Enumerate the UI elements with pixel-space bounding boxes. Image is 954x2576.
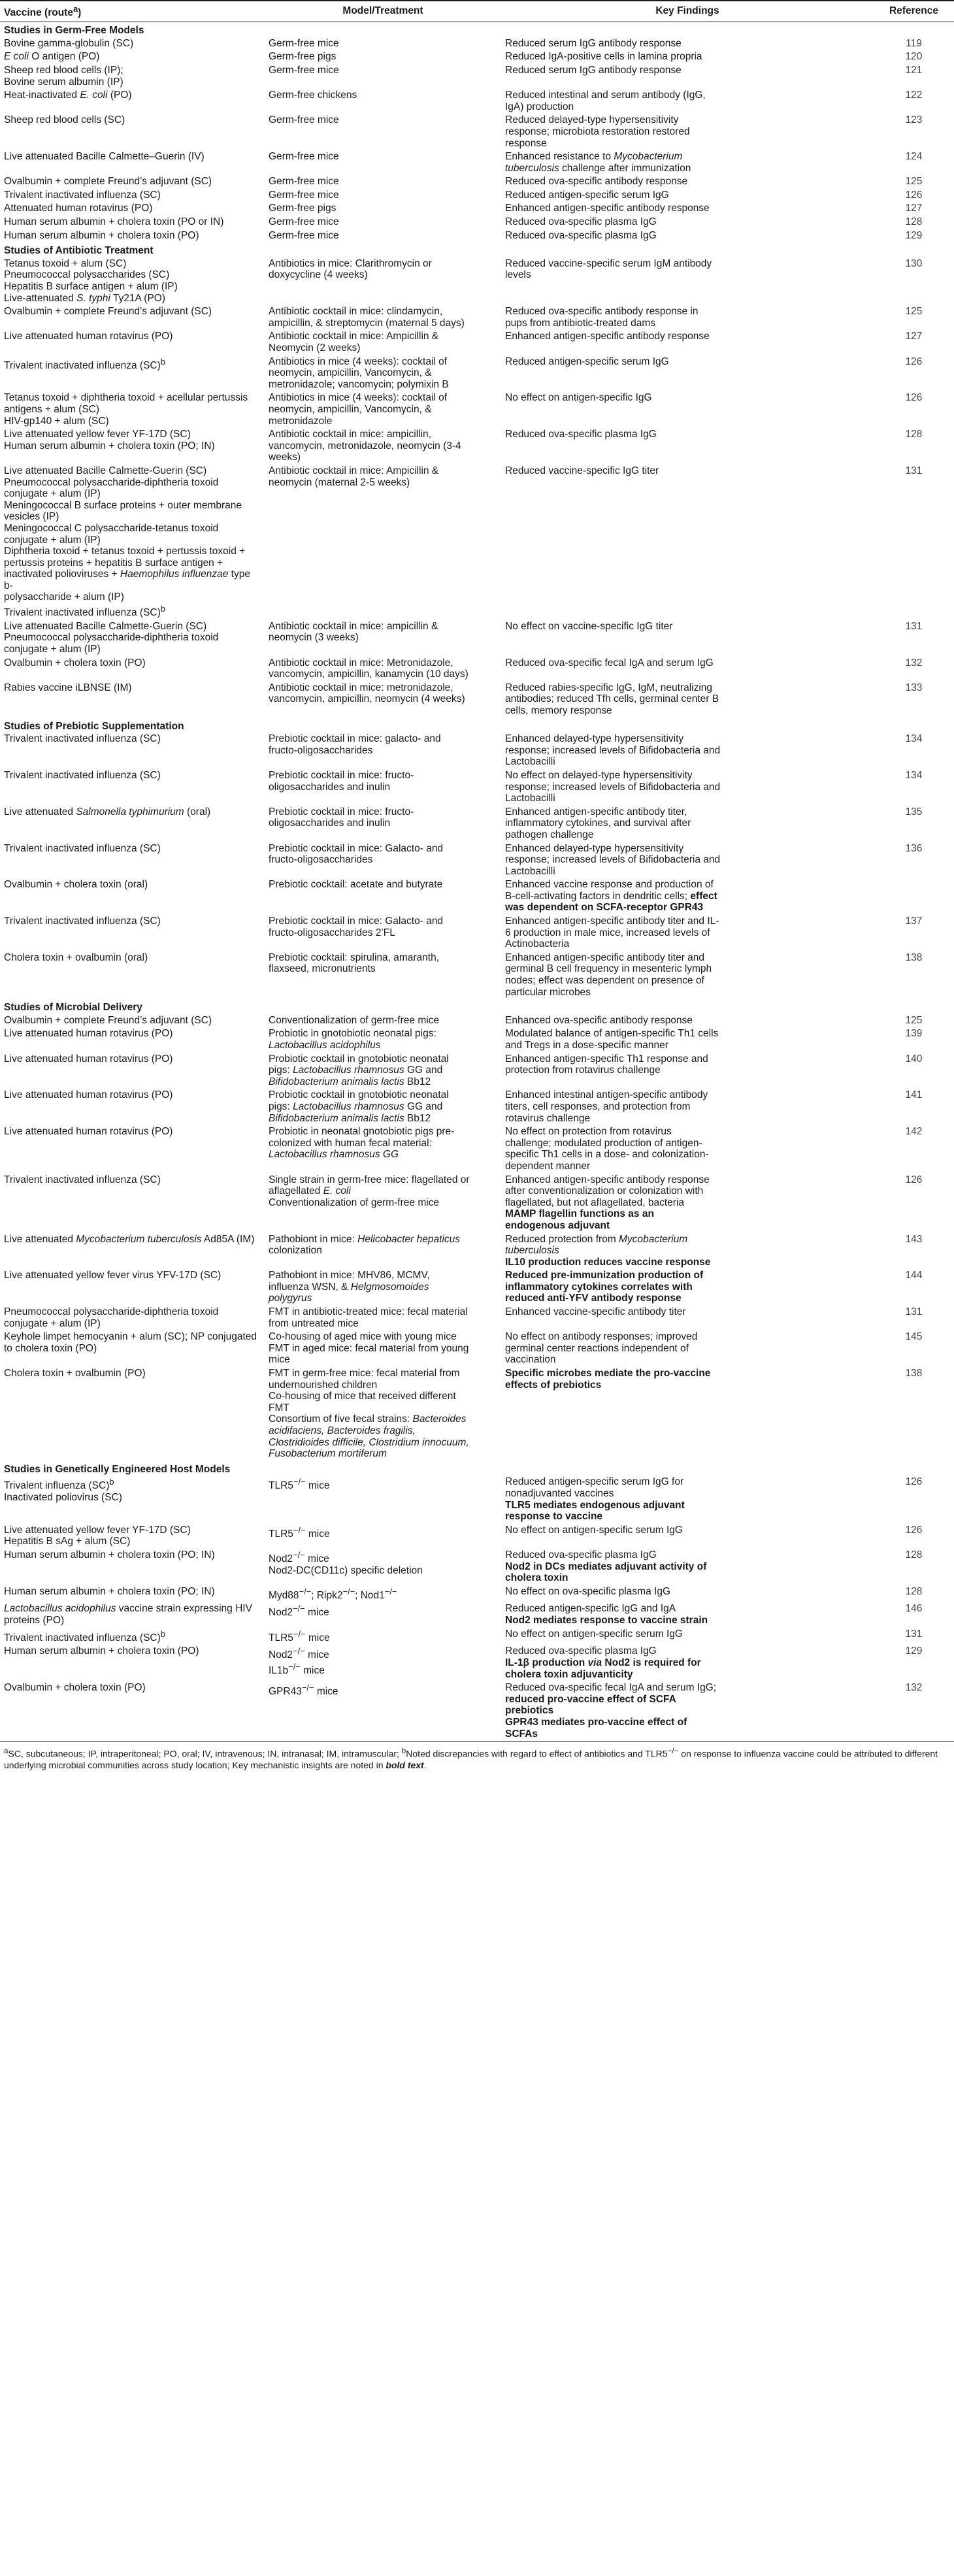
key-findings-cell: Enhanced antigen-specific antibody titer and germinal B cell frequency in mesenteric lymph nodes; effect was dependent on presence of particular microbes bbox=[505, 951, 712, 998]
model-treatment-cell: Conventionalization of germ-free mice bbox=[269, 1014, 440, 1026]
key-findings-cell: Reduced pre-immunization production of inflammatory cytokines correlates with reduced anti-YFV antibody response bbox=[505, 1270, 704, 1304]
reference-cell: 125 bbox=[905, 306, 923, 318]
table-row bbox=[0, 64, 954, 89]
table-row bbox=[0, 257, 954, 305]
key-findings-cell: Reduced ova-specific fecal IgA and serum IgG; reduced pro-vaccine effect of SCFA prebiotics GPR43 mediates pro-vaccine effect of SCFAs bbox=[501, 1681, 874, 1741]
model-treatment-cell: Probiotic in gnotobiotic neonatal pigs: Lactobacillus acidophilus bbox=[269, 1028, 436, 1051]
table-row bbox=[0, 465, 954, 620]
vaccine-cell: Trivalent inactivated influenza (SC) bbox=[4, 733, 161, 745]
vaccine-cell: Human serum albumin + cholera toxin (PO) bbox=[4, 229, 199, 241]
vaccine-cell: Ovalbumin + cholera toxin (oral) bbox=[4, 879, 148, 891]
vaccine-cell: Trivalent inactivated influenza (SC) bbox=[4, 769, 161, 781]
reference-cell: 131 bbox=[905, 465, 923, 476]
key-findings-cell: Reduced antigen-specific IgG and IgA Nod2 mediates response to vaccine strain bbox=[505, 1603, 708, 1627]
table-row bbox=[0, 37, 954, 51]
key-findings-cell: Specific microbes mediate the pro-vaccine effects of prebiotics bbox=[505, 1368, 711, 1391]
model-treatment-cell: Prebiotic cocktail in mice: galacto- and fructo-oligosaccharides bbox=[269, 733, 441, 756]
model-treatment-cell: Nod2−/− mice bbox=[269, 1604, 329, 1619]
model-treatment-cell: Single strain in germ-free mice: flagellated or aflagellated E. coli Conventionalization of germ-free mice bbox=[269, 1174, 470, 1208]
key-findings-cell: Reduced ova-specific plasma IgG bbox=[505, 429, 657, 440]
table-row bbox=[0, 175, 954, 189]
section-header-row bbox=[0, 718, 954, 733]
vaccine-cell: Live attenuated Mycobacterium tuberculosis Ad85A (IM) bbox=[4, 1233, 255, 1245]
vaccine-cell: Trivalent inactivated influenza (SC)$^b$ bbox=[4, 356, 165, 371]
table-row bbox=[0, 150, 954, 175]
reference-cell: 127 bbox=[905, 331, 923, 342]
table-row bbox=[0, 1089, 954, 1125]
key-findings-cell: No effect on delayed-type hypersensitivity response; increased levels of Bifidobacteria and Lactobacilli bbox=[505, 769, 721, 804]
vaccine-cell: Live attenuated yellow fever YF-17D (SC) Human serum albumin + cholera toxin (PO; IN) bbox=[4, 429, 215, 452]
vaccine-cell: Attenuated human rotavirus (PO) bbox=[4, 203, 153, 214]
key-findings-cell: Reduced intestinal and serum antibody (IgG, IgA) production bbox=[505, 90, 706, 112]
key-findings-cell: Enhanced resistance to Mycobacterium tuberculosis challenge after immunization bbox=[505, 151, 691, 174]
vaccine-cell: Ovalbumin + complete Freund’s adjuvant (SC) bbox=[4, 306, 212, 318]
model-treatment-cell: Germ-free mice bbox=[269, 229, 339, 241]
vaccine-cell: Bovine gamma-globulin (SC) bbox=[4, 37, 134, 49]
reference-cell: 133 bbox=[905, 682, 923, 693]
reference-cell: 125 bbox=[905, 1014, 923, 1026]
key-findings-cell: No effect on antibody responses; improved germinal center reactions independent of vaccination bbox=[505, 1331, 698, 1366]
table-row bbox=[0, 1027, 954, 1052]
reference-cell: 146 bbox=[905, 1603, 923, 1615]
vaccine-cell: Trivalent inactivated influenza (SC)$^b$ bbox=[4, 1628, 165, 1643]
reference-cell: 142 bbox=[905, 1126, 923, 1138]
model-treatment-cell: Probiotic cocktail in gnotobiotic neonatal pigs: Lactobacillus rhamnosus GG and Bifidobacterium animalis lactis Bb12 bbox=[269, 1089, 449, 1124]
table-row bbox=[0, 1585, 954, 1603]
reference-cell: 129 bbox=[905, 229, 923, 241]
reference-cell: 135 bbox=[905, 806, 923, 817]
vaccine-cell: Human serum albumin + cholera toxin (PO or IN) bbox=[4, 216, 224, 228]
model-treatment-cell: Prebiotic cocktail: spirulina, amaranth, flaxseed, micronutrients bbox=[269, 951, 440, 975]
key-findings-cell: No effect on vaccine-specific IgG titer bbox=[505, 620, 673, 632]
model-treatment-cell: Pathobiont in mice: Helicobacter hepaticus colonization bbox=[269, 1233, 460, 1257]
table-row bbox=[0, 1367, 954, 1461]
table-row bbox=[0, 951, 954, 999]
vaccine-cell: Trivalent inactivated influenza (SC) bbox=[4, 842, 161, 854]
reference-cell: 132 bbox=[874, 1681, 954, 1741]
vaccine-cell: Sheep red blood cells (IP); Bovine serum albumin (IP) bbox=[4, 64, 123, 88]
reference-cell: 139 bbox=[905, 1028, 923, 1040]
table-row bbox=[0, 842, 954, 879]
model-treatment-cell: Nod2−/− mice Nod2-DC(CD11c) specific deletion bbox=[269, 1549, 423, 1576]
model-treatment-cell: Antibiotic cocktail in mice: ampicillin & neomycin (3 weeks) bbox=[269, 620, 438, 644]
vaccine-cell: Trivalent inactivated influenza (SC) bbox=[4, 916, 161, 927]
key-findings-cell: Reduced antigen-specific serum IgG bbox=[505, 189, 669, 201]
table-row bbox=[0, 189, 954, 203]
model-treatment-cell: FMT in germ-free mice: fecal material from undernourished children Co-housing of mice that received different FMT Consortium of five fecal strains: Bacteroides acidifaciens, Bacteroides fragilis, Clostridioides difficile, Clostridium innocuum, Fusobacterium mortiferum bbox=[269, 1368, 469, 1460]
vaccine-cell: Ovalbumin + cholera toxin (PO) bbox=[4, 657, 146, 669]
vaccine-cell: Live attenuated Salmonella typhimurium (oral) bbox=[4, 806, 211, 817]
vaccine-cell: Tetanus toxoid + diphtheria toxoid + acellular pertussis antigens + alum (SC) HIV-gp140 + alum (SC) bbox=[4, 392, 248, 427]
table-row bbox=[0, 1053, 954, 1089]
vaccine-cell: Live attenuated human rotavirus (PO) bbox=[4, 331, 173, 342]
key-findings-cell: No effect on antigen-specific IgG bbox=[505, 392, 652, 404]
model-treatment-cell: Pathobiont in mice: MHV86, MCMV, influenza WSN, & Helgmosomoides polygyrus bbox=[269, 1270, 430, 1304]
table-row bbox=[0, 1524, 954, 1549]
table-row bbox=[0, 1549, 954, 1585]
table-row bbox=[0, 1602, 954, 1627]
table-row bbox=[0, 428, 954, 465]
vaccine-cell: Human serum albumin + cholera toxin (PO; IN) bbox=[4, 1585, 215, 1597]
table-row bbox=[0, 1681, 954, 1741]
vaccine-cell: Pneumococcal polysaccharide-diphtheria toxoid conjugate + alum (IP) bbox=[4, 1306, 219, 1329]
key-findings-cell: Modulated balance of antigen-specific Th1 cells and Tregs in a dose-specific manner bbox=[505, 1028, 719, 1051]
table-row bbox=[0, 330, 954, 355]
key-findings-cell: Reduced IgA-positive cells in lamina propria bbox=[505, 51, 702, 63]
table-row bbox=[0, 305, 954, 330]
key-findings-cell: No effect on ova-specific plasma IgG bbox=[505, 1585, 671, 1597]
reference-cell: 126 bbox=[905, 1476, 923, 1488]
vaccine-cell: Live attenuated human rotavirus (PO) bbox=[4, 1126, 173, 1138]
vaccine-cell: Live attenuated Bacille Calmette-Guerin (SC) Pneumococcal polysaccharide-diphtheria toxoid conjugate + alum (IP) Meningococcal B surface proteins + outer membrane vesicles (IP) Meningococcal C polysaccharide-tetanus toxoid conjugate + alum (IP) Diphtheria toxoid + tetanus toxoid + pertussis toxoid + pertussis proteins + hepatitis B surface antigen + inactivated polioviruses + Haemophilus influenzae type b- polysaccharide + alum (IP) Trivalent inactivated influenza (SC)$^b$ bbox=[4, 465, 250, 619]
table-row bbox=[0, 1014, 954, 1028]
reference-cell: 123 bbox=[905, 114, 923, 126]
model-treatment-cell: Probiotic cocktail in gnotobiotic neonatal pigs: Lactobacillus rhamnosus GG and Bifidobacterium animalis lactis Bb12 bbox=[269, 1053, 449, 1087]
model-treatment-cell: TLR5−/− mice bbox=[269, 1628, 330, 1643]
section-header-row bbox=[0, 1461, 954, 1476]
vaccine-cell: Live attenuated human rotavirus (PO) bbox=[4, 1053, 173, 1065]
model-treatment-cell: Germ-free mice bbox=[269, 37, 339, 49]
reference-cell: 130 bbox=[905, 257, 923, 269]
header-model-treatment: Model/Treatment bbox=[265, 1, 501, 22]
model-treatment-cell: Nod2−/− mice IL1b−/− mice bbox=[269, 1646, 329, 1677]
key-findings-cell: Reduced antigen-specific serum IgG for nonadjuvanted vaccines TLR5 mediates endogenous adjuvant response to vaccine bbox=[505, 1476, 685, 1523]
key-findings-cell: Enhanced antigen-specific antibody titer and IL- 6 production in male mice, increased levels of Actinobacteria bbox=[505, 916, 719, 950]
model-treatment-cell: Prebiotic cocktail in mice: Galacto- and fructo-oligosaccharides 2’FL bbox=[269, 916, 444, 938]
reference-cell bbox=[874, 878, 954, 915]
table-row bbox=[0, 50, 954, 64]
section-header-row bbox=[0, 242, 954, 257]
model-treatment-cell: Germ-free mice bbox=[269, 216, 339, 228]
header-key-findings: Key Findings bbox=[501, 1, 874, 22]
table-row bbox=[0, 202, 954, 216]
table-row bbox=[0, 1174, 954, 1233]
model-treatment-cell: Probiotic in neonatal gnotobiotic pigs pre- colonized with human fecal material: Lactobacillus rhamnosus GG bbox=[269, 1126, 455, 1161]
section-header-row bbox=[0, 999, 954, 1014]
section-header-row bbox=[0, 22, 954, 37]
table-row bbox=[0, 657, 954, 682]
header-vaccine: Vaccine (route$^a$) bbox=[0, 1, 265, 22]
reference-cell: 143 bbox=[905, 1233, 923, 1245]
vaccine-cell: Live attenuated yellow fever virus YFV-17D (SC) bbox=[4, 1270, 222, 1281]
reference-cell: 137 bbox=[905, 916, 923, 927]
table-row bbox=[0, 769, 954, 806]
vaccine-cell: Trivalent inactivated influenza (SC) bbox=[4, 1174, 161, 1185]
vaccine-cell: Live attenuated human rotavirus (PO) bbox=[4, 1089, 173, 1101]
table-row bbox=[0, 1269, 954, 1306]
model-treatment-cell: TLR5−/− mice bbox=[269, 1477, 330, 1492]
vaccine-cell: Human serum albumin + cholera toxin (PO; IN) bbox=[4, 1549, 215, 1560]
key-findings-cell: Reduced delayed-type hypersensitivity response; microbiota restoration restored response bbox=[505, 114, 690, 149]
reference-cell: 124 bbox=[905, 151, 923, 163]
reference-cell: 126 bbox=[905, 1524, 923, 1536]
table-row bbox=[0, 1233, 954, 1270]
reference-cell: 134 bbox=[905, 769, 923, 781]
key-findings-cell: Reduced ova-specific plasma IgG bbox=[505, 216, 657, 228]
key-findings-cell: Enhanced vaccine response and production of B-cell-activating factors in dendritic cells; effect was dependent on SCFA-receptor GPR43 bbox=[505, 879, 717, 914]
key-findings-cell: No effect on protection from rotavirus challenge; modulated production of antigen- specific Th1 cells in a dose- and colonization- dependent manner bbox=[505, 1126, 709, 1172]
table-row bbox=[0, 878, 954, 915]
vaccine-cell: Lactobacillus acidophilus vaccine strain expressing HIV proteins (PO) bbox=[4, 1603, 252, 1627]
model-treatment-cell: Antibiotics in mice (4 weeks): cocktail of neomycin, ampicillin, Vancomycin, & metronidazole bbox=[269, 392, 448, 427]
section-title: Studies of Microbial Delivery bbox=[4, 1002, 142, 1014]
vaccine-cell: Live attenuated Bacille Calmette-Guerin (SC) Pneumococcal polysaccharide-diphtheria toxoid conjugate + alum (IP) bbox=[4, 620, 219, 655]
key-findings-cell: Reduced vaccine-specific serum IgM antibody levels bbox=[505, 257, 712, 281]
key-findings-cell: Enhanced antigen-specific antibody response bbox=[505, 331, 710, 342]
model-treatment-cell: Prebiotic cocktail in mice: Galacto- and fructo-oligosaccharides bbox=[269, 842, 444, 866]
table-row bbox=[0, 355, 954, 392]
model-treatment-cell: Germ-free mice bbox=[269, 189, 339, 201]
reference-cell: 119 bbox=[906, 37, 922, 49]
key-findings-cell: Enhanced antigen-specific antibody titer, inflammatory cytokines, and survival after pathogen challenge bbox=[505, 806, 691, 840]
model-treatment-cell: Germ-free pigs bbox=[269, 51, 337, 63]
model-treatment-cell: Co-housing of aged mice with young mice FMT in aged mice: fecal material from young mice bbox=[269, 1331, 469, 1366]
vaccine-cell: Ovalbumin + complete Freund’s adjuvant (SC) bbox=[4, 1014, 212, 1026]
vaccine-cell: Live attenuated human rotavirus (PO) bbox=[4, 1028, 173, 1040]
table-row bbox=[0, 1645, 954, 1681]
table-row bbox=[0, 1628, 954, 1645]
key-findings-cell: Reduced ova-specific plasma IgG Nod2 in DCs mediates adjuvant activity of cholera toxin bbox=[505, 1549, 707, 1584]
vaccine-cell: Trivalent inactivated influenza (SC) bbox=[4, 189, 161, 201]
key-findings-cell: No effect on antigen-specific serum IgG bbox=[505, 1524, 683, 1536]
vaccine-cell: Cholera toxin + ovalbumin (PO) bbox=[4, 1368, 146, 1379]
table-row bbox=[0, 682, 954, 718]
table-row bbox=[0, 806, 954, 842]
model-treatment-cell: Germ-free pigs bbox=[269, 203, 337, 214]
model-treatment-cell: Antibiotic cocktail in mice: ampicillin, vancomycin, metronidazole, neomycin (3-4 weeks) bbox=[269, 429, 461, 463]
table-row bbox=[0, 1330, 954, 1367]
model-treatment-cell: TLR5−/− mice bbox=[269, 1525, 330, 1540]
vaccine-cell: Ovalbumin + complete Freund’s adjuvant (SC) bbox=[4, 176, 212, 188]
model-treatment-cell: Antibiotics in mice (4 weeks): cocktail of neomycin, ampicillin, Vancomycin, & metronidazole; vancomycin; polymixin B bbox=[269, 355, 449, 390]
reference-cell: 127 bbox=[905, 203, 923, 214]
key-findings-cell: Enhanced vaccine-specific antibody titer bbox=[505, 1306, 686, 1318]
key-findings-cell: Enhanced antigen-specific antibody response after conventionalization or colonization with flagellated, but not aflagellated, bacteria MAMP flagellin functions as an endogenous adjuvant bbox=[505, 1174, 710, 1231]
table-row bbox=[0, 1125, 954, 1173]
model-treatment-cell: Antibiotic cocktail in mice: metronidazole, vancomycin, ampicillin, neomycin (4 weeks) bbox=[269, 682, 465, 705]
section-title: Studies in Germ-Free Models bbox=[4, 25, 144, 37]
model-treatment-cell: Germ-free mice bbox=[269, 151, 339, 163]
vaccine-cell: Ovalbumin + cholera toxin (PO) bbox=[0, 1681, 265, 1741]
reference-cell: 126 bbox=[905, 355, 923, 367]
model-treatment-cell: Germ-free chickens bbox=[269, 90, 357, 101]
reference-cell: 131 bbox=[905, 1306, 923, 1318]
key-findings-cell: Reduced ova-specific fecal IgA and serum IgG bbox=[505, 657, 714, 669]
reference-cell: 138 bbox=[905, 951, 923, 963]
vaccine-cell: Rabies vaccine iLBNSE (IM) bbox=[4, 682, 132, 693]
table-row bbox=[0, 1306, 954, 1330]
model-treatment-cell: Antibiotics in mice: Clarithromycin or doxycycline (4 weeks) bbox=[269, 257, 432, 281]
reference-cell: 134 bbox=[905, 733, 923, 745]
reference-cell: 126 bbox=[905, 392, 923, 404]
key-findings-cell: Reduced serum IgG antibody response bbox=[505, 64, 682, 76]
reference-cell: 141 bbox=[905, 1089, 923, 1101]
key-findings-cell: Enhanced antigen-specific antibody response bbox=[505, 203, 710, 214]
reference-cell: 128 bbox=[905, 429, 923, 440]
key-findings-cell: Enhanced ova-specific antibody response bbox=[505, 1014, 693, 1026]
reference-cell: 138 bbox=[905, 1368, 923, 1379]
table-row bbox=[0, 229, 954, 243]
key-findings-cell: Enhanced intestinal antigen-specific antibody titers, cell responses, and protection from rotavirus challenge bbox=[505, 1089, 708, 1124]
table-body bbox=[0, 22, 954, 1742]
table-row bbox=[0, 391, 954, 428]
vaccine-cell: Tetanus toxoid + alum (SC) Pneumococcal polysaccharides (SC) Hepatitis B surface antigen + alum (IP) Live-attenuated S. typhi Ty21A (PO) bbox=[4, 257, 178, 304]
table-row bbox=[0, 89, 954, 114]
model-treatment-cell: Antibiotic cocktail in mice: Ampicillin & neomycin (maternal 2-5 weeks) bbox=[269, 465, 439, 488]
reference-cell: 131 bbox=[905, 1628, 923, 1640]
model-treatment-cell: Germ-free mice bbox=[269, 176, 339, 188]
key-findings-cell: Reduced vaccine-specific IgG titer bbox=[505, 465, 659, 476]
section-title: Studies in Genetically Engineered Host Models bbox=[4, 1463, 231, 1475]
key-findings-cell: No effect on antigen-specific serum IgG bbox=[505, 1628, 683, 1640]
model-treatment-cell: Prebiotic cocktail: acetate and butyrate bbox=[269, 879, 443, 891]
model-treatment-cell: Antibiotic cocktail in mice: Metronidazole, vancomycin, ampicillin, kanamycin (10 days) bbox=[269, 657, 469, 680]
reference-cell: 128 bbox=[905, 1549, 923, 1560]
key-findings-cell: Reduced rabies-specific IgG, IgM, neutralizing antibodies; reduced Tfh cells, germinal center B cells, memory response bbox=[505, 682, 719, 716]
table-row bbox=[0, 1476, 954, 1523]
table-row bbox=[0, 620, 954, 657]
model-treatment-cell: Germ-free mice bbox=[269, 64, 339, 76]
key-findings-cell: Reduced serum IgG antibody response bbox=[505, 37, 682, 49]
model-treatment-cell: GPR43−/− mice bbox=[265, 1681, 501, 1741]
reference-cell: 132 bbox=[905, 657, 923, 669]
vaccine-cell: Live attenuated Bacille Calmette–Guerin (IV) bbox=[4, 151, 205, 163]
section-title: Studies of Antibiotic Treatment bbox=[4, 245, 154, 257]
section-title: Studies of Prebiotic Supplementation bbox=[4, 720, 184, 732]
model-treatment-cell: Myd88−/−; Ripk2−/−; Nod1−/− bbox=[269, 1586, 397, 1601]
reference-cell: 125 bbox=[905, 176, 923, 188]
vaccine-cell: Sheep red blood cells (SC) bbox=[4, 114, 125, 126]
vaccine-cell: Trivalent influenza (SC)$^b$ Inactivated poliovirus (SC) bbox=[4, 1477, 122, 1504]
model-treatment-cell: FMT in antibiotic-treated mice: fecal material from untreated mice bbox=[269, 1306, 468, 1329]
key-findings-cell: Reduced ova-specific antibody response bbox=[505, 176, 688, 188]
key-findings-cell: Reduced ova-specific antibody response in pups from antibiotic-treated dams bbox=[505, 306, 699, 329]
table-footnote: $^a$SC, subcutaneous; IP, intraperitoneal; PO, oral; IV, intravenous; IN, intranasal; IM, intramuscular; $^b$Noted discrepancies with regard to effect of antibiotics and TLR5−/− on response to influenza vaccine could be attributed to different underlying microbial communities across study location; Key mechanistic insights are noted in bold text. bbox=[4, 1747, 938, 1770]
vaccine-cell: Heat-inactivated E. coli (PO) bbox=[4, 90, 132, 101]
reference-cell: 136 bbox=[905, 842, 923, 854]
reference-cell: 129 bbox=[905, 1645, 923, 1657]
key-findings-cell: Reduced ova-specific plasma IgG bbox=[505, 229, 657, 241]
model-treatment-cell: Antibiotic cocktail in mice: Ampicillin & Neomycin (2 weeks) bbox=[269, 331, 439, 354]
model-treatment-cell: Germ-free mice bbox=[269, 114, 339, 126]
table-row bbox=[0, 733, 954, 769]
table-header-row bbox=[0, 1, 954, 22]
header-reference: Reference bbox=[874, 1, 954, 22]
model-treatment-cell: Antibiotic cocktail in mice: clindamycin, ampicillin, & streptomycin (maternal 5 days) bbox=[269, 306, 465, 329]
reference-cell: 128 bbox=[905, 1585, 923, 1597]
reference-cell: 126 bbox=[905, 1174, 923, 1185]
reference-cell: 126 bbox=[905, 189, 923, 201]
reference-cell: 145 bbox=[905, 1331, 923, 1343]
reference-cell: 140 bbox=[905, 1053, 923, 1065]
key-findings-cell: Reduced ova-specific plasma IgG IL-1β production via Nod2 is required for cholera toxin adjuvanticity bbox=[505, 1645, 701, 1680]
reference-cell: 121 bbox=[905, 64, 923, 76]
reference-cell: 131 bbox=[905, 620, 923, 632]
model-treatment-cell: Prebiotic cocktail in mice: fructo- oligosaccharides and inulin bbox=[269, 769, 414, 793]
reference-cell: 128 bbox=[905, 216, 923, 228]
reference-cell: 122 bbox=[905, 90, 923, 101]
key-findings-cell: Enhanced delayed-type hypersensitivity response; increased levels of Bifidobacteria and Lactobacilli bbox=[505, 733, 721, 768]
table-row bbox=[0, 114, 954, 150]
vaccine-cell: Cholera toxin + ovalbumin (oral) bbox=[4, 951, 148, 963]
vaccine-cell: Keyhole limpet hemocyanin + alum (SC); NP conjugated to cholera toxin (PO) bbox=[4, 1331, 257, 1354]
model-treatment-cell: Prebiotic cocktail in mice: fructo- oligosaccharides and inulin bbox=[269, 806, 414, 829]
vaccine-cell: Human serum albumin + cholera toxin (PO) bbox=[4, 1645, 199, 1657]
key-findings-cell: Reduced protection from Mycobacterium tuberculosis IL10 production reduces vaccine response bbox=[505, 1233, 711, 1268]
key-findings-cell: Reduced antigen-specific serum IgG bbox=[505, 355, 669, 367]
vaccine-cell: Live attenuated yellow fever YF-17D (SC) Hepatitis B sAg + alum (SC) bbox=[4, 1524, 191, 1547]
table-row bbox=[0, 216, 954, 229]
key-findings-cell: Enhanced delayed-type hypersensitivity response; increased levels of Bifidobacteria and Lactobacilli bbox=[505, 842, 721, 877]
key-findings-cell: Enhanced antigen-specific Th1 response and protection from rotavirus challenge bbox=[505, 1053, 708, 1076]
reference-cell: 120 bbox=[905, 51, 923, 63]
table-row bbox=[0, 915, 954, 951]
vaccine-cell: E coli O antigen (PO) bbox=[4, 51, 100, 63]
reference-cell: 144 bbox=[905, 1270, 923, 1281]
